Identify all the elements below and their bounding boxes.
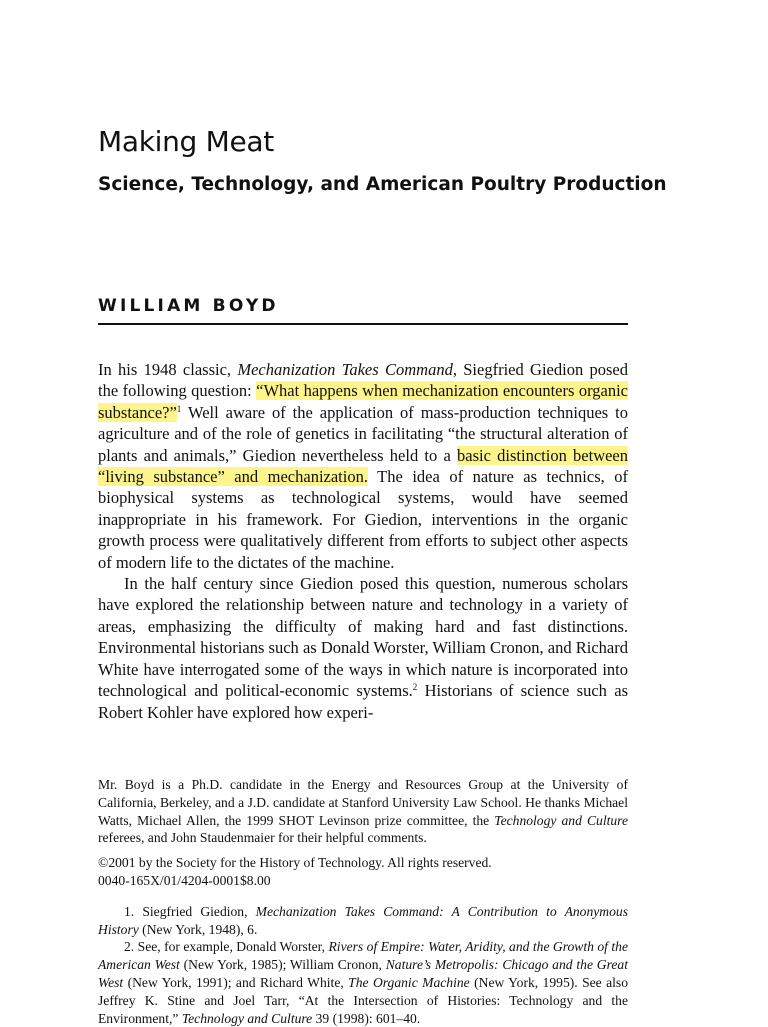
footnote-2 (98, 938, 628, 1027)
article-title: Making Meat (98, 125, 274, 158)
notes-section (98, 776, 628, 1027)
text-run: Siegfried Giedion, (134, 903, 256, 919)
footnote-1 (98, 903, 628, 939)
text-run: (New York, 1948), 6. (138, 921, 258, 937)
cited-title: Nature’s Metropolis: Chicago and the Great West (98, 957, 628, 990)
text-run: (New York, 1985); William Cronon, (179, 957, 386, 973)
author-bio-note (98, 776, 628, 847)
text-run: 39 (1998): 601–40. (312, 1010, 421, 1026)
text-run: Mr. Boyd is a Ph.D. candidate in the Energy and Resources Group at the University of California, Berkeley, and a J.D. candidate at Stanford University Law School. He thanks Michael Watts, Michael Allen, the 1999 SHOT Levinson prize committee, the (98, 777, 628, 828)
text-run: (New York, 1995). See also Jeffrey K. Stine and Joel Tarr, “At the Intersection of Histories: Technology and the Environment,” (98, 974, 628, 1026)
body-paragraph-1 (98, 359, 628, 573)
body-paragraph-2 (98, 573, 628, 723)
footnote-ref-2[interactable]: 2 (412, 682, 418, 693)
issn-line: 0040-165X/01/4204-0001$8.00 (98, 872, 271, 888)
text-run: In his 1948 classic, (98, 360, 238, 379)
book-title: Mechanization Takes Command (237, 360, 453, 379)
text-run: (New York, 1991); and Richard White, (123, 974, 349, 990)
text-run: See, for example, Donald Worster, (134, 939, 329, 955)
header-rule (98, 323, 628, 325)
cited-title: Technology and Culture (181, 1010, 313, 1026)
footnote-number: 2. (124, 939, 135, 955)
cited-title: The Organic Machine (348, 974, 470, 990)
text-run: Historians of science such as Robert Kohler have explored how experi- (98, 681, 628, 722)
article-subtitle: Science, Technology, and American Poultry Production (98, 174, 667, 195)
copyright-line: ©2001 by the Society for the History of Technology. All rights reserved. (98, 855, 492, 871)
article-body (98, 359, 628, 723)
text-run: In the half century since Giedion posed this question, numerous scholars have explored the relationship between nature and technology in a variety of areas, emphasizing the difficulty of making hard and fast distinctions. Environmental historians such as Donald Worster, William Cronon, and Richard White have interrogated some of the ways in which nature is incorporated into technological and political-economic systems. (98, 574, 628, 701)
footnote-number: 1. (124, 903, 135, 919)
text-run: Well aware of the application of mass-production techniques to agriculture and of the role of genetics in facilitating “the structural alteration of plants and animals,” Giedion nevertheless held to a (98, 402, 628, 465)
text-run: , Siegfried Giedion posed the following question: (98, 360, 628, 401)
highlight-question: “What happens when mechanization encounters organic substance?” (98, 381, 628, 422)
footnote-ref-1[interactable]: 1 (176, 403, 182, 414)
author-name: WILLIAM BOYD (98, 296, 279, 316)
text-run: referees, and John Staudenmaier for their helpful comments. (98, 830, 427, 846)
text-run: The idea of nature as technics, of biophysical systems as technological systems, would have seemed inappropriate in his framework. For Giedion, interventions in the organic growth process were qualitatively different from efforts to subject other aspects of modern life to the dictates of the machine. (98, 467, 628, 572)
cited-title: Mechanization Takes Command: A Contribution to Anonymous History (98, 903, 628, 937)
journal-title: Technology and Culture (494, 812, 628, 828)
cited-title: Rivers of Empire: Water, Aridity, and the Growth of the American West (98, 939, 629, 973)
highlight-distinction: basic distinction between “living substance” and mechanization. (98, 445, 629, 487)
